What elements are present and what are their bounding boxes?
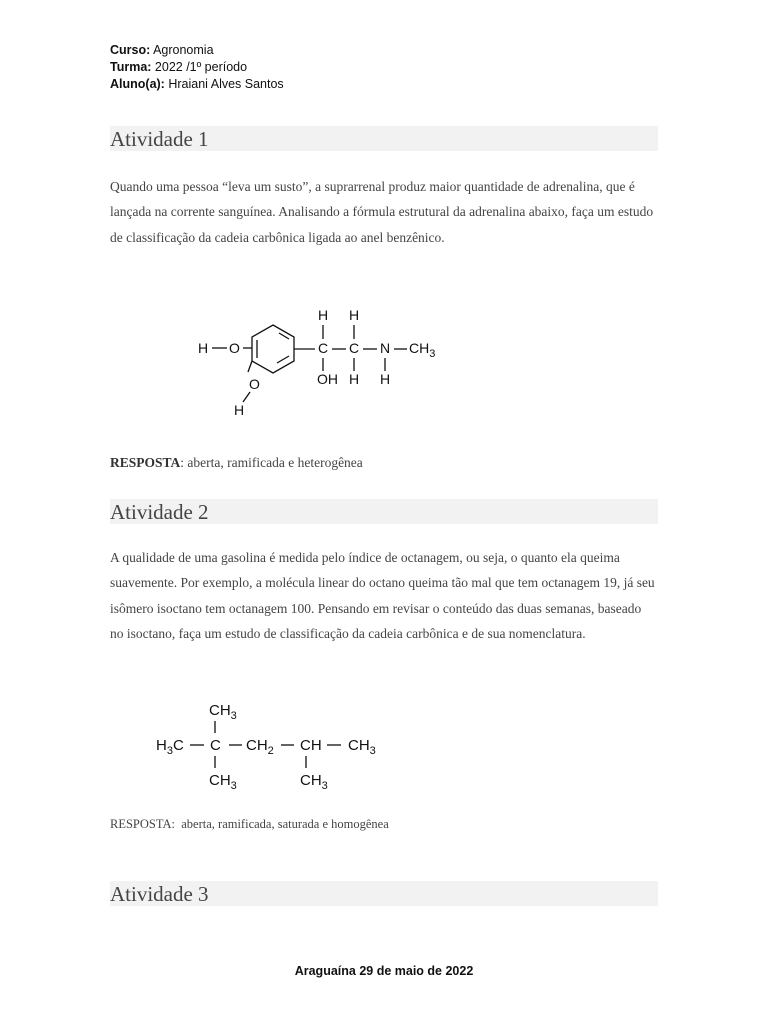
ring-double-bond-2 (277, 356, 289, 363)
formula-o-left: O (229, 340, 240, 356)
formula-c-center: C (210, 737, 221, 754)
bond-ring-o-lower (248, 361, 252, 372)
formula-ch2: $CH_2$ (246, 737, 274, 757)
student-label: Aluno(a): (110, 77, 165, 91)
class-label: Turma: (110, 60, 152, 74)
formula-ch3-top: $CH_3$ (209, 702, 237, 722)
formula-h-left: H (198, 340, 209, 356)
formula-h3c: $H_3C$ (156, 737, 184, 757)
activity2-heading-bar (110, 499, 658, 524)
document-header (110, 42, 284, 93)
activity1-text: Quando uma pessoa “leva um susto”, a suprarrenal produz maior quantidade de adrenalina, que é lançada na corrente sanguínea. Analisando a fórmula estrutural da adrenalina abaixo, faça um estudo de classificação da cadeia carbônica ligada ao anel benzênico. (110, 179, 654, 245)
activity1-answer-text: : aberta, ramificada e heterogênea (180, 455, 363, 470)
formula-ch: CH (300, 737, 322, 754)
student-line (110, 76, 284, 93)
formula-oh: OH (317, 371, 338, 387)
activity2-answer-text: aberta, ramificada, saturada e homogênea (181, 817, 389, 831)
activity2-answer (110, 817, 389, 832)
formula-h-top2: H (349, 307, 360, 323)
activity3-title: Atividade 3 (110, 882, 209, 906)
formula-ch3: $CH_3$ (409, 340, 436, 360)
document-footer-date: Araguaína 29 de maio de 2022 (294, 964, 474, 978)
formula-ch3-right: $CH_3$ (348, 737, 376, 757)
course-line (110, 42, 284, 59)
activity1-title: Atividade 1 (110, 127, 209, 151)
class-value: 2022 /1º período (154, 60, 248, 74)
activity3-heading-bar (110, 881, 658, 906)
course-value: Agronomia (153, 43, 214, 57)
activity2-answer-label: RESPOSTA: (110, 817, 175, 831)
formula-ch3-bottom1: $CH_3$ (209, 772, 237, 792)
isooctane-structural-formula (150, 695, 390, 795)
formula-h-bottom2: H (380, 371, 391, 387)
class-line (110, 59, 284, 76)
benzene-ring (252, 325, 294, 373)
adrenaline-structural-formula (190, 300, 450, 425)
course-label: Curso: (110, 43, 151, 57)
activity1-answer (110, 455, 363, 471)
formula-c2: C (349, 340, 360, 356)
student-value: Hraiani Alves Santos (168, 77, 284, 91)
activity2-text: A qualidade de uma gasolina é medida pelo índice de octanagem, ou seja, o quanto ela queima suavemente. Por exemplo, a molécula linear do octano queima tão mal que tem octanagem 19, já seu isômero isoctano tem octanagem 100. Pensando em revisar o conteúdo das duas semanas, baseado no isoctano, faça um estudo de classificação da cadeia carbônica e de sua nomenclatura. (110, 550, 655, 641)
formula-ch3-bottom2: $CH_3$ (300, 772, 328, 792)
activity1-heading-bar (110, 126, 658, 151)
formula-h-top1: H (318, 307, 329, 323)
formula-o-lower: O (249, 376, 260, 392)
activity1-answer-label: RESPOSTA (110, 455, 181, 470)
activity2-title: Atividade 2 (110, 500, 209, 524)
formula-c1: C (318, 340, 329, 356)
bond-o-h-lower (243, 392, 250, 402)
formula-n: N (380, 340, 391, 356)
formula-h-lower: H (234, 402, 245, 418)
formula-h-bottom1: H (349, 371, 360, 387)
